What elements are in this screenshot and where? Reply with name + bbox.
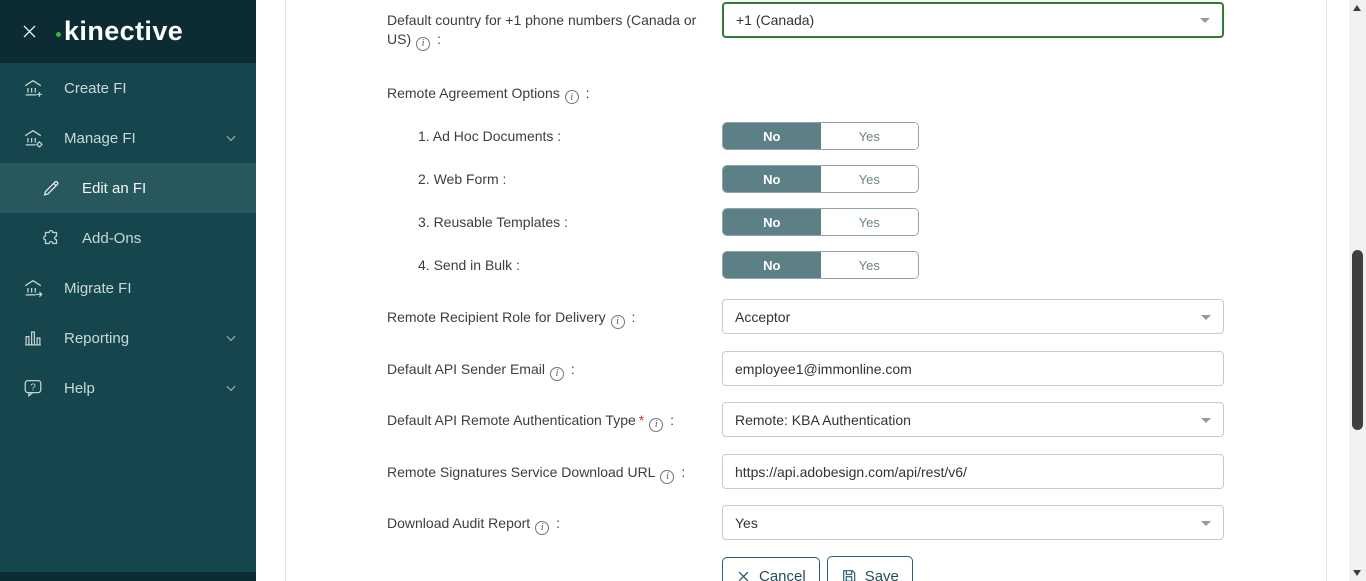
field-label: Default country for +1 phone numbers (Canada or US) i : <box>387 12 697 49</box>
sidebar-item-label: Migrate FI <box>64 279 132 297</box>
toggle-yes-option[interactable]: Yes <box>821 209 919 235</box>
chevron-down-icon <box>1201 521 1211 526</box>
sidebar-header <box>0 0 256 63</box>
save-button[interactable]: Save <box>827 556 913 581</box>
chevron-down-icon <box>224 331 238 349</box>
scroll-up-arrow-icon[interactable] <box>1353 5 1361 11</box>
sidebar-item-edit-an-fi[interactable] <box>0 163 256 213</box>
puzzle-icon <box>40 227 62 249</box>
selected-value: Acceptor <box>735 308 791 325</box>
field-label: Default API Remote Authentication Type * i : <box>387 412 675 430</box>
form-row-default-api-remote-auth-type <box>387 402 1326 437</box>
required-asterisk: * <box>638 412 645 428</box>
sidebar-item-migrate-fi[interactable] <box>0 263 256 313</box>
remote-signatures-url-input[interactable] <box>722 454 1224 489</box>
ad-hoc-documents-toggle <box>722 122 919 150</box>
bar-chart-icon <box>22 327 44 349</box>
sidebar-item-help[interactable] <box>0 363 256 413</box>
sidebar-item-label: Help <box>64 379 95 397</box>
chevron-down-icon <box>1201 315 1211 320</box>
info-icon[interactable]: i <box>660 470 674 484</box>
vertical-scrollbar[interactable] <box>1349 0 1366 581</box>
selected-value: Remote: KBA Authentication <box>735 411 911 428</box>
app-logo <box>55 18 183 45</box>
main-content <box>256 0 1366 581</box>
sidebar-footer <box>0 572 256 581</box>
selected-value: +1 (Canada) <box>736 12 815 28</box>
form-row-download-audit-report <box>387 505 1326 540</box>
selected-value: Yes <box>735 514 758 531</box>
download-audit-report-select[interactable] <box>722 505 1224 540</box>
default-api-remote-auth-type-select[interactable] <box>722 402 1224 437</box>
toggle-yes-option[interactable]: Yes <box>821 123 919 149</box>
x-icon <box>736 569 751 581</box>
form-row-ad-hoc-documents <box>387 122 1326 150</box>
chevron-down-icon <box>224 131 238 149</box>
form-row-default-country <box>387 2 1326 51</box>
help-bubble-icon <box>22 377 44 399</box>
toggle-no-option[interactable]: No <box>723 166 821 192</box>
sidebar-item-label: Add-Ons <box>82 229 142 247</box>
svg-text:?: ? <box>30 382 36 394</box>
section-label: Remote Agreement Options i : <box>387 84 590 103</box>
toggle-yes-option[interactable]: Yes <box>821 166 919 192</box>
sidebar <box>0 0 256 581</box>
field-label: Default API Sender Email i : <box>387 361 575 379</box>
web-form-toggle <box>722 165 919 193</box>
send-in-bulk-toggle <box>722 251 919 279</box>
bank-gear-icon <box>22 127 44 149</box>
info-icon[interactable]: i <box>649 418 663 432</box>
default-api-sender-email-input[interactable] <box>722 351 1224 386</box>
close-sidebar-icon[interactable] <box>18 21 40 43</box>
save-floppy-icon <box>841 568 857 581</box>
default-country-select[interactable] <box>722 2 1224 38</box>
chevron-down-icon <box>1201 418 1211 423</box>
form-row-remote-agreement-options <box>387 84 1326 105</box>
logo-text: kinective <box>64 16 184 46</box>
cancel-button[interactable]: Cancel <box>722 557 820 581</box>
chevron-down-icon <box>224 381 238 399</box>
sidebar-item-label: Create FI <box>64 79 127 97</box>
sidebar-item-label: Edit an FI <box>82 179 147 197</box>
field-label: 4. Send in Bulk : <box>418 256 520 273</box>
bank-plus-icon <box>22 77 44 99</box>
sidebar-item-add-ons[interactable] <box>0 213 256 263</box>
sidebar-item-reporting[interactable] <box>0 313 256 363</box>
sidebar-item-manage-fi[interactable] <box>0 113 256 163</box>
pencil-icon <box>40 177 62 199</box>
form-actions <box>387 556 1326 581</box>
reusable-templates-toggle <box>722 208 919 236</box>
toggle-yes-option[interactable]: Yes <box>821 252 919 278</box>
form-row-remote-signatures-url <box>387 454 1326 489</box>
form-panel <box>285 0 1327 581</box>
form-row-send-in-bulk <box>387 251 1326 279</box>
toggle-no-option[interactable]: No <box>723 252 821 278</box>
field-label: Remote Signatures Service Download URL i : <box>387 464 686 482</box>
chevron-down-icon <box>1200 18 1210 23</box>
sidebar-item-label: Reporting <box>64 329 130 347</box>
field-label: 2. Web Form : <box>418 170 507 187</box>
bank-arrow-icon <box>22 277 44 299</box>
form-row-default-api-sender-email <box>387 351 1326 386</box>
field-label: Remote Recipient Role for Delivery i : <box>387 309 636 327</box>
sidebar-nav <box>0 63 256 413</box>
field-label: 1. Ad Hoc Documents : <box>418 127 562 144</box>
scroll-down-arrow-icon[interactable] <box>1353 570 1361 576</box>
sidebar-item-create-fi[interactable] <box>0 63 256 113</box>
info-icon[interactable]: i <box>565 90 579 104</box>
logo-green-dot-icon <box>56 32 61 37</box>
edit-fi-form <box>286 0 1326 581</box>
info-icon[interactable]: i <box>535 521 549 535</box>
info-icon[interactable]: i <box>611 315 625 329</box>
info-icon[interactable]: i <box>550 367 564 381</box>
sidebar-item-label: Manage FI <box>64 129 136 147</box>
field-label: 3. Reusable Templates : <box>418 213 568 230</box>
info-icon[interactable]: i <box>416 37 430 51</box>
scrollbar-thumb[interactable] <box>1352 250 1363 430</box>
toggle-no-option[interactable]: No <box>723 123 821 149</box>
remote-recipient-role-select[interactable] <box>722 299 1224 334</box>
toggle-no-option[interactable]: No <box>723 209 821 235</box>
form-row-remote-recipient-role <box>387 299 1326 334</box>
field-label: Download Audit Report i : <box>387 515 560 533</box>
form-row-web-form <box>387 165 1326 193</box>
form-row-reusable-templates <box>387 208 1326 236</box>
